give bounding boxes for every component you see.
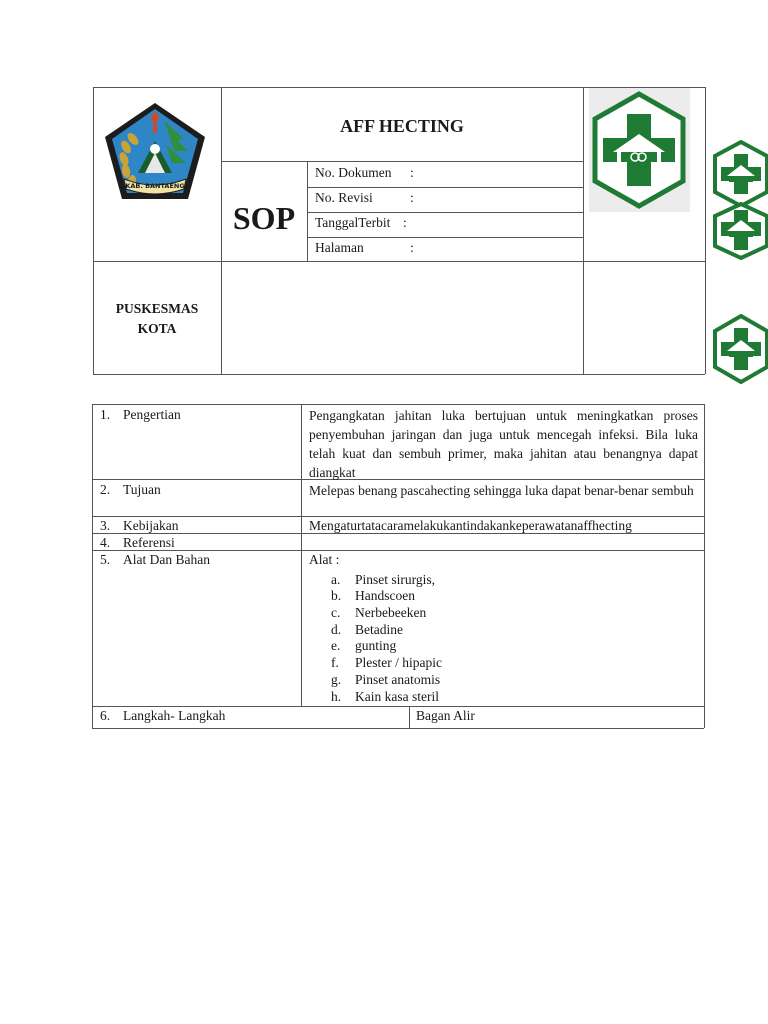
meta-doc-number-label: No. Dokumen [315,165,392,180]
puskesmas-logo [711,140,768,208]
row-label-tujuan: Tujuan [123,482,161,497]
puskesmas-logo [711,314,768,384]
list-text: Pinset sirurgis, [355,572,436,587]
list-marker: h. [331,689,342,704]
sop-label: SOP [232,200,296,236]
row-number: 4. [100,535,111,550]
list-marker: a. [331,572,341,587]
logo-caption: KAB. BANTAENG [125,182,185,190]
row-number: 5. [100,552,111,567]
row-label-pengertian: Pengertian [123,407,181,422]
list-item [331,621,403,638]
list-item [331,587,415,604]
list-marker: g. [331,672,342,687]
puskesmas-logo [589,88,690,212]
row-number: 3. [100,518,111,533]
list-text: Plester / hipapic [355,655,442,670]
meta-issue-date-label: TanggalTerbit [315,215,391,230]
list-text: Nerbebeeken [355,605,427,620]
row-number: 1. [100,407,111,422]
row-content-kebijakan: Mengaturtatacaramelakukantindakankeperawatanaffhecting [309,518,632,533]
document-title: AFF HECTING [340,116,464,136]
list-marker: b. [331,588,342,603]
list-item [331,637,396,654]
list-marker: f. [331,655,339,670]
bantaeng-emblem-logo [102,101,208,203]
puskesmas-logo [711,202,768,260]
row-label-kebijakan: Kebijakan [123,518,179,533]
row-content-bagan-alir: Bagan Alir [416,708,475,723]
list-text: Handscoen [355,588,415,603]
meta-page-colon: : [410,240,414,255]
list-item [331,688,439,705]
row-label-alat-bahan: Alat Dan Bahan [123,552,210,567]
row-label-referensi: Referensi [123,535,175,550]
list-item [331,654,442,671]
list-text: gunting [355,638,397,653]
org-name-line1: PUSKESMAS [115,301,199,316]
meta-revision-label: No. Revisi [315,190,373,205]
list-marker: d. [331,622,342,637]
row-content-tujuan: Melepas benang pascahecting sehingga luka dapat benar-benar sembuh [309,483,694,498]
row-content-pengertian: Pengangkatan jahitan luka bertujuan untuk meningkatkan proses penyembuhan jaringan dan juga untuk mencegah infeksi. Bila luka telah kuat dan sembuh primer, maka jahitan atau benangnya dapat diangkat [309,408,698,480]
list-text: Betadine [355,622,403,637]
list-item [331,671,440,688]
list-marker: e. [331,638,341,653]
row-label-langkah: Langkah- Langkah [123,708,226,723]
list-item [331,604,426,621]
row-number: 2. [100,482,111,497]
meta-issue-date-colon: : [403,215,407,230]
row-content-alat-heading: Alat : [309,552,340,567]
org-name-line2: KOTA [137,321,177,336]
meta-doc-number-colon: : [410,165,414,180]
list-text: Kain kasa steril [355,689,439,704]
row-number: 6. [100,708,111,723]
meta-page-label: Halaman [315,240,364,255]
meta-revision-colon: : [410,190,414,205]
list-text: Pinset anatomis [355,672,441,687]
list-marker: c. [331,605,341,620]
list-item [331,571,435,588]
